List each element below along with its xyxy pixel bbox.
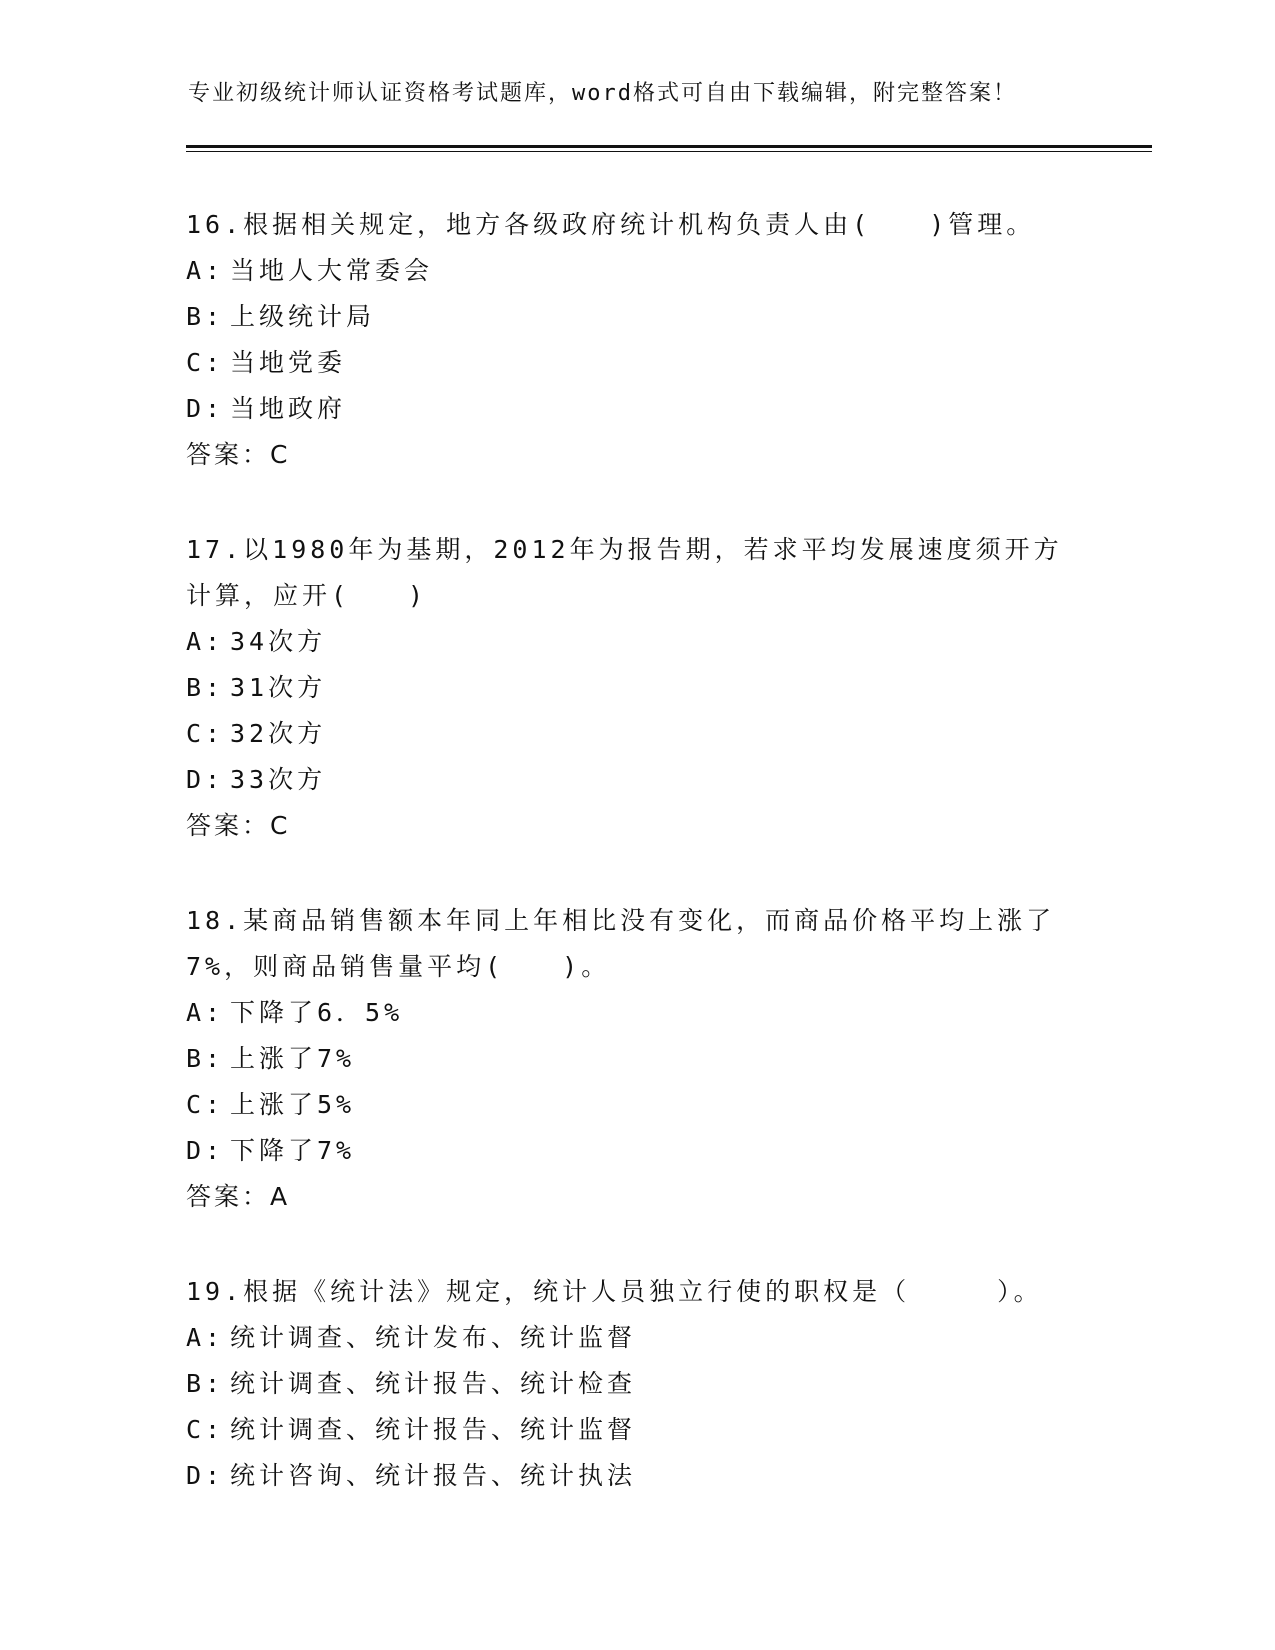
option-key: C:	[186, 719, 225, 748]
option-d	[186, 1453, 1086, 1499]
option-b	[186, 294, 1086, 340]
question-list	[186, 202, 1086, 1548]
option-a	[186, 248, 1086, 294]
option-text: 当地政府	[230, 394, 347, 423]
option-text: 当地人大常委会	[230, 256, 434, 285]
option-text: 统计咨询、统计报告、统计执法	[230, 1461, 637, 1490]
option-key: B:	[186, 673, 225, 702]
option-text: 当地党委	[230, 348, 347, 377]
option-a	[186, 1315, 1086, 1361]
option-key: A:	[186, 998, 225, 1027]
header-rule-thin	[186, 151, 1152, 152]
option-key: A:	[186, 627, 225, 656]
option-text: 33次方	[230, 765, 327, 794]
option-b	[186, 1036, 1086, 1082]
option-key: D:	[186, 394, 225, 423]
option-key: C:	[186, 348, 225, 377]
header-rule-thick	[186, 145, 1152, 148]
option-text: 32次方	[230, 719, 327, 748]
option-d	[186, 386, 1086, 432]
option-d	[186, 1128, 1086, 1174]
question-19	[186, 1269, 1086, 1499]
option-d	[186, 757, 1086, 803]
option-c	[186, 1082, 1086, 1128]
option-b	[186, 665, 1086, 711]
option-a	[186, 990, 1086, 1036]
option-b	[186, 1361, 1086, 1407]
option-key: A:	[186, 1323, 225, 1352]
question-stem: 17.以1980年为基期，2012年为报告期，若求平均发展速度须开方计算，应开( )	[186, 535, 1063, 610]
question-17	[186, 527, 1086, 849]
option-key: C:	[186, 1090, 225, 1119]
question-stem: 16.根据相关规定，地方各级政府统计机构负责人由( )管理。	[186, 210, 1036, 239]
option-text: 上涨了7%	[230, 1044, 356, 1073]
question-18	[186, 898, 1086, 1220]
option-text: 统计调查、统计发布、统计监督	[230, 1323, 637, 1352]
option-key: D:	[186, 1461, 225, 1490]
option-text: 上级统计局	[230, 302, 376, 331]
option-c	[186, 711, 1086, 757]
option-text: 31次方	[230, 673, 327, 702]
option-text: 34次方	[230, 627, 327, 656]
question-stem: 19.根据《统计法》规定，统计人员独立行使的职权是（ ）。	[186, 1277, 1043, 1306]
option-key: A:	[186, 256, 225, 285]
option-key: B:	[186, 1369, 225, 1398]
option-text: 上涨了5%	[230, 1090, 356, 1119]
question-stem: 18.某商品销售额本年同上年相比没有变化，而商品价格平均上涨了7%，则商品销售量平均( )。	[186, 906, 1056, 981]
option-text: 统计调查、统计报告、统计监督	[230, 1415, 637, 1444]
option-text: 下降了7%	[230, 1136, 356, 1165]
option-key: D:	[186, 1136, 225, 1165]
answer-line: 答案：C	[186, 440, 291, 469]
option-text: 统计调查、统计报告、统计检查	[230, 1369, 637, 1398]
option-c	[186, 1407, 1086, 1453]
answer-line: 答案：A	[186, 1182, 291, 1211]
option-key: B:	[186, 1044, 225, 1073]
option-key: D:	[186, 765, 225, 794]
question-16	[186, 202, 1086, 478]
option-text: 下降了6．5%	[230, 998, 404, 1027]
option-c	[186, 340, 1086, 386]
option-key: B:	[186, 302, 225, 331]
option-a	[186, 619, 1086, 665]
page-header: 专业初级统计师认证资格考试题库，word格式可自由下载编辑，附完整答案！	[188, 81, 1017, 106]
option-key: C:	[186, 1415, 225, 1444]
answer-line: 答案：C	[186, 811, 291, 840]
